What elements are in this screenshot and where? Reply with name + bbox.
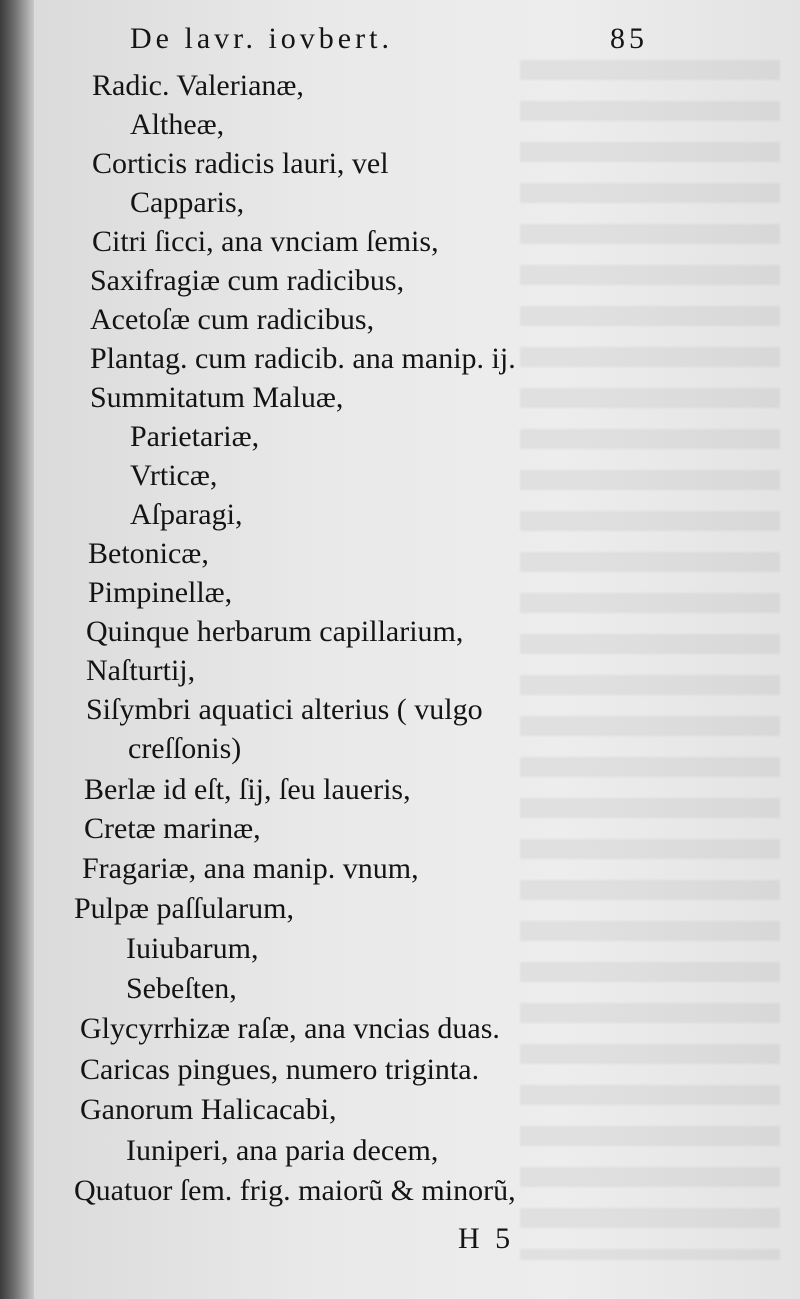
text-line: Iuiubarum, [126,932,259,965]
signature-mark: H 5 [458,1222,515,1255]
text-line: Pimpinellæ, [88,576,233,609]
text-line: creſſonis) [128,732,242,765]
text-line: Berlæ id eſt, ſij, ſeu laueris, [84,773,411,806]
text-line: Quatuor ſem. frig. maiorũ & minorũ, [74,1174,516,1207]
text-line: Altheæ, [130,108,225,141]
text-line: Betonicæ, [88,537,209,570]
page-header [130,22,670,62]
text-line: Plantag. cum radicib. ana manip. ij. [90,342,516,375]
text-line: Fragariæ, ana manip. vnum, [82,852,419,885]
text-line: Corticis radicis lauri, vel [92,147,389,180]
binding-gutter [0,0,34,1299]
text-line: Saxifragiæ cum radicibus, [90,264,405,297]
text-line: Aſparagi, [130,498,243,531]
show-through-text [520,60,780,1260]
text-line: Vrticæ, [130,459,218,492]
text-line: Ganorum Halicacabi, [80,1093,337,1126]
text-line: Parietariæ, [130,420,260,453]
text-line: Citri ſicci, ana vnciam ſemis, [92,225,439,258]
text-line: Cretæ marinæ, [84,812,261,845]
text-line: Siſymbri aquatici alterius ( vulgo [86,693,483,726]
text-line: Quinque herbarum capillarium, [86,615,464,648]
text-line: Pulpæ paſſularum, [74,892,294,925]
page-number: 85 [610,22,648,55]
text-line: Sebeſten, [126,972,237,1005]
text-line: Glycyrrhizæ raſæ, ana vncias duas. [80,1012,500,1045]
text-line: Acetoſæ cum radicibus, [90,303,375,336]
running-title: De lavr. iovbert. [130,22,393,55]
text-line: Iuniperi, ana paria decem, [126,1134,439,1167]
text-line: Capparis, [130,186,245,219]
text-line: Caricas pingues, numero triginta. [80,1053,480,1086]
text-line: Radic. Valerianæ, [92,69,304,102]
text-line: Summitatum Maluæ, [90,381,344,414]
text-line: Naſturtij, [86,654,196,687]
